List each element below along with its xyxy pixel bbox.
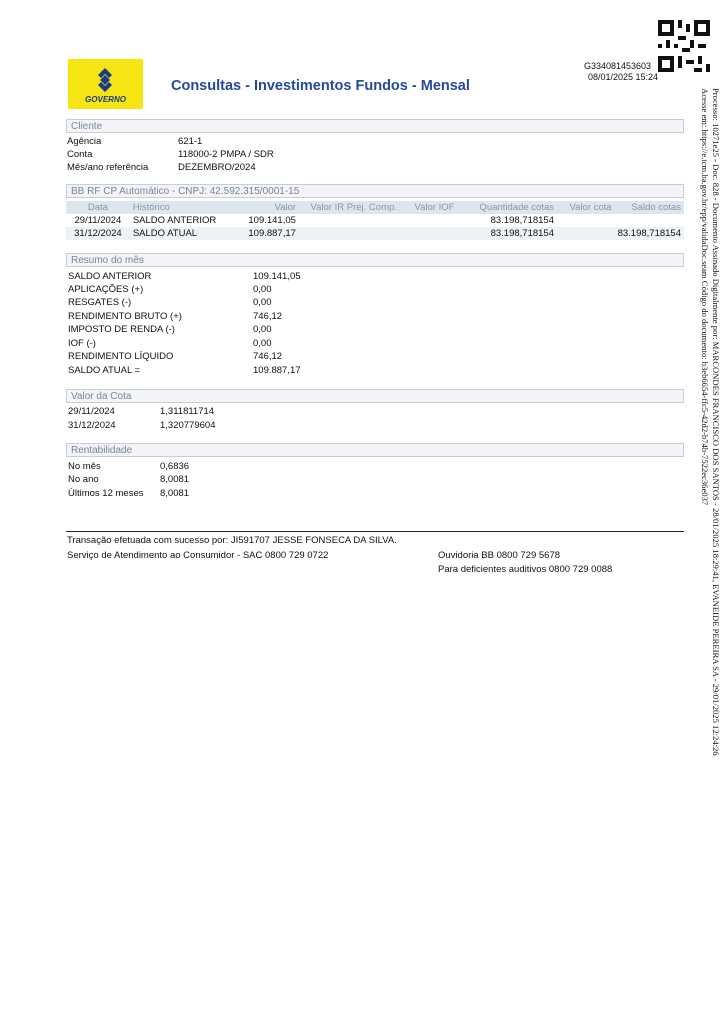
resumo-label: SALDO ATUAL =	[68, 365, 141, 376]
rentab-value: 8,0081	[160, 488, 190, 499]
rentab-value: 0,6836	[160, 461, 190, 472]
cota-date: 29/11/2024	[68, 406, 115, 417]
rentab-label: No ano	[68, 474, 99, 485]
section-cliente: Cliente	[66, 119, 684, 133]
resumo-value: 0,00	[253, 297, 272, 308]
cell-data: 29/11/2024	[66, 214, 130, 227]
rentab-value: 8,0081	[160, 474, 190, 485]
resumo-label: RESGATES (-)	[68, 297, 132, 308]
col-quantidade: Quantidade cotas	[457, 201, 557, 214]
agencia-value: 621-1	[178, 136, 203, 147]
resumo-label: IMPOSTO DE RENDA (-)	[68, 324, 175, 335]
rentab-label: No mês	[68, 461, 101, 472]
document-id: G334081453603	[584, 61, 652, 71]
resumo-label: RENDIMENTO LÍQUIDO	[68, 351, 174, 362]
section-valor-cota: Valor da Cota	[66, 389, 684, 403]
col-data: Data	[66, 201, 130, 214]
cell-data: 31/12/2024	[66, 227, 130, 240]
table-row	[66, 214, 684, 227]
resumo-value: 746,12	[253, 351, 283, 362]
transacao-text: Transação efetuada com sucesso por: JI591707 JESSE FONSECA DA SILVA.	[67, 535, 397, 546]
col-valor-ir: Valor IR Prej. Comp.	[299, 201, 400, 214]
col-historico: Histórico	[130, 201, 241, 214]
deficientes-text: Para deficientes auditivos 0800 729 0088	[438, 564, 613, 575]
digital-signature-stamp	[699, 88, 721, 756]
cell-quantidade: 83.198,718154	[457, 214, 557, 227]
stamp-line-1: Processo: 10271e25 - Doc. 828 - Documento Assinado Digitalmente por: MARCONDES FRANCISCO DOS SANTOS - 28/01/2025 18:29:41, EVANEIDE PEREIRA SA - 29/01/2025 12:24:26	[711, 88, 721, 756]
cell-valor-cota	[557, 214, 615, 227]
cell-valor: 109.887,17	[241, 227, 299, 240]
cell-valor-iof	[400, 227, 458, 240]
resumo-value: 746,12	[253, 311, 283, 322]
mes-label: Mês/ano referência	[67, 162, 149, 173]
cota-date: 31/12/2024	[68, 420, 116, 431]
cell-historico: SALDO ANTERIOR	[130, 214, 241, 227]
section-fundo: BB RF CP Automático - CNPJ: 42.592.315/0001-15	[66, 184, 684, 198]
table-row	[66, 227, 684, 240]
resumo-label: IOF (-)	[68, 338, 96, 349]
stamp-line-2: Acesse em: https://e.tcm.ba.gov.br/epp/validaDoc.seam Código do documento: b3eb6654-ffc5-42d2-b74b-7522ec36e037	[700, 88, 710, 506]
cell-valor-iof	[400, 214, 458, 227]
cota-value: 1,320779604	[160, 420, 216, 431]
col-valor-iof: Valor IOF	[400, 201, 458, 214]
resumo-value: 0,00	[253, 338, 272, 349]
col-valor-cota: Valor cota	[557, 201, 615, 214]
logo-text: GOVERNO	[85, 95, 126, 104]
bb-logo-icon	[90, 65, 120, 95]
cell-saldo-cotas	[615, 214, 684, 227]
cell-valor-ir	[299, 214, 400, 227]
section-rentabilidade: Rentabilidade	[66, 443, 684, 457]
conta-value: 118000-2 PMPA / SDR	[178, 149, 274, 160]
resumo-label: RENDIMENTO BRUTO (+)	[68, 311, 182, 322]
cell-historico: SALDO ATUAL	[130, 227, 241, 240]
agencia-label: Agência	[67, 136, 102, 147]
cota-value: 1,311811714	[160, 406, 215, 417]
rentab-label: Últimos 12 meses	[68, 488, 144, 499]
resumo-value: 0,00	[253, 284, 272, 295]
cell-valor-cota	[557, 227, 615, 240]
bank-logo	[68, 59, 143, 109]
footer-divider	[66, 531, 684, 532]
document-date: 08/01/2025 15:24	[588, 72, 659, 82]
cell-valor: 109.141,05	[241, 214, 299, 227]
resumo-value: 0,00	[253, 324, 272, 335]
cell-quantidade: 83.198,718154	[457, 227, 557, 240]
resumo-label: SALDO ANTERIOR	[68, 271, 152, 282]
ouvidoria-text: Ouvidoria BB 0800 729 5678	[438, 550, 561, 561]
col-saldo-cotas: Saldo cotas	[615, 201, 684, 214]
sac-text: Serviço de Atendimento ao Consumidor - SAC 0800 729 0722	[67, 550, 329, 561]
page-title: Consultas - Investimentos Fundos - Mensal	[171, 78, 470, 94]
movimentacao-table	[66, 201, 684, 240]
resumo-value: 109.887,17	[253, 365, 301, 376]
resumo-value: 109.141,05	[253, 271, 301, 282]
qr-code-icon	[658, 20, 710, 72]
resumo-label: APLICAÇÕES (+)	[68, 284, 144, 295]
mes-value: DEZEMBRO/2024	[178, 162, 256, 173]
col-valor: Valor	[241, 201, 299, 214]
section-resumo: Resumo do mês	[66, 253, 684, 267]
table-header-row	[66, 201, 684, 214]
cell-valor-ir	[299, 227, 400, 240]
cell-saldo-cotas: 83.198,718154	[615, 227, 684, 240]
conta-label: Conta	[67, 149, 93, 160]
